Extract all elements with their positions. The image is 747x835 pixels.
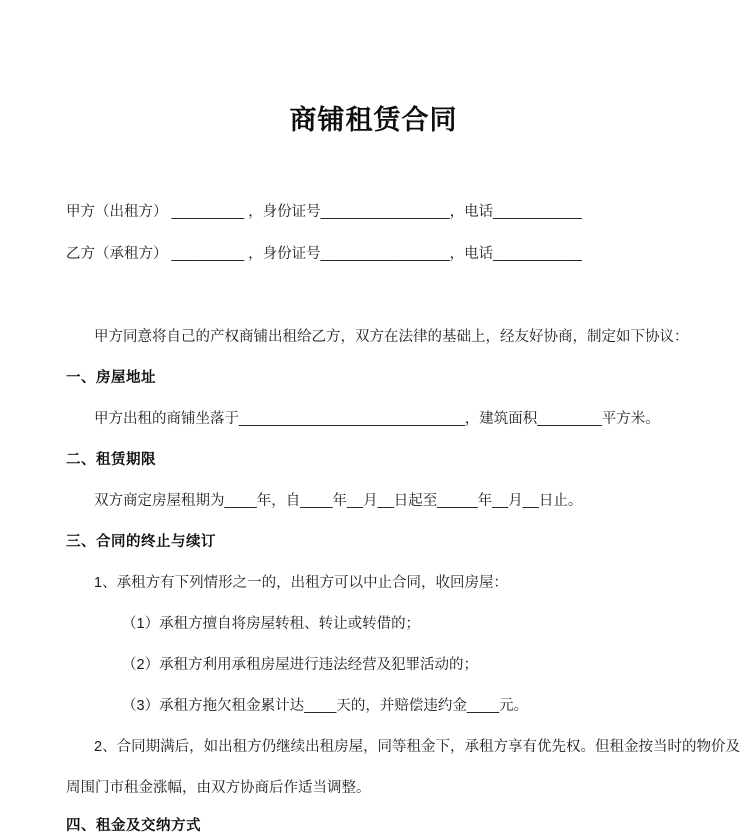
section-3-clause-2-line-2: 周围门市租金涨幅，由双方协商后作适当调整。 <box>66 780 371 796</box>
contract-title: 商铺租赁合同 <box>289 105 458 135</box>
section-3-clause-2-line-1: 2、合同期满后，如出租方仍继续出租房屋，同等租金下，承租方享有优先权。但租金按当时的物价及 <box>94 739 741 755</box>
section-3-heading: 三、合同的终止与续订 <box>66 534 216 550</box>
section-4-heading: 四、租金及交纳方式 <box>66 818 201 834</box>
section-2-heading: 二、租赁期限 <box>66 452 156 468</box>
intro-paragraph: 甲方同意将自己的产权商铺出租给乙方，双方在法律的基础上，经友好协商，制定如下协议： <box>94 329 689 345</box>
section-3-clause-1-item-3: （3）承租方拖欠租金累计达____天的，并赔偿违约金____元。 <box>122 698 529 714</box>
section-3-clause-1-item-2: （2）承租方利用承租房屋进行违法经营及犯罪活动的； <box>122 657 479 673</box>
party-a-line: 甲方（出租方） _________ ，身份证号________________，电话___________ <box>66 204 582 220</box>
section-1-body: 甲方出租的商铺坐落于____________________________，建筑面积________平方米。 <box>94 411 660 427</box>
section-3-clause-1: 1、承租方有下列情形之一的，出租方可以中止合同，收回房屋： <box>94 575 509 591</box>
section-3-clause-1-item-1: （1）承租方擅自将房屋转租、转让或转借的； <box>122 616 421 632</box>
section-1-heading: 一、房屋地址 <box>66 370 156 386</box>
section-2-body: 双方商定房屋租期为____年，自____年__月__日起至_____年__月__日止。 <box>94 493 583 509</box>
party-b-line: 乙方（承租方） _________ ，身份证号________________，电话___________ <box>66 246 582 262</box>
